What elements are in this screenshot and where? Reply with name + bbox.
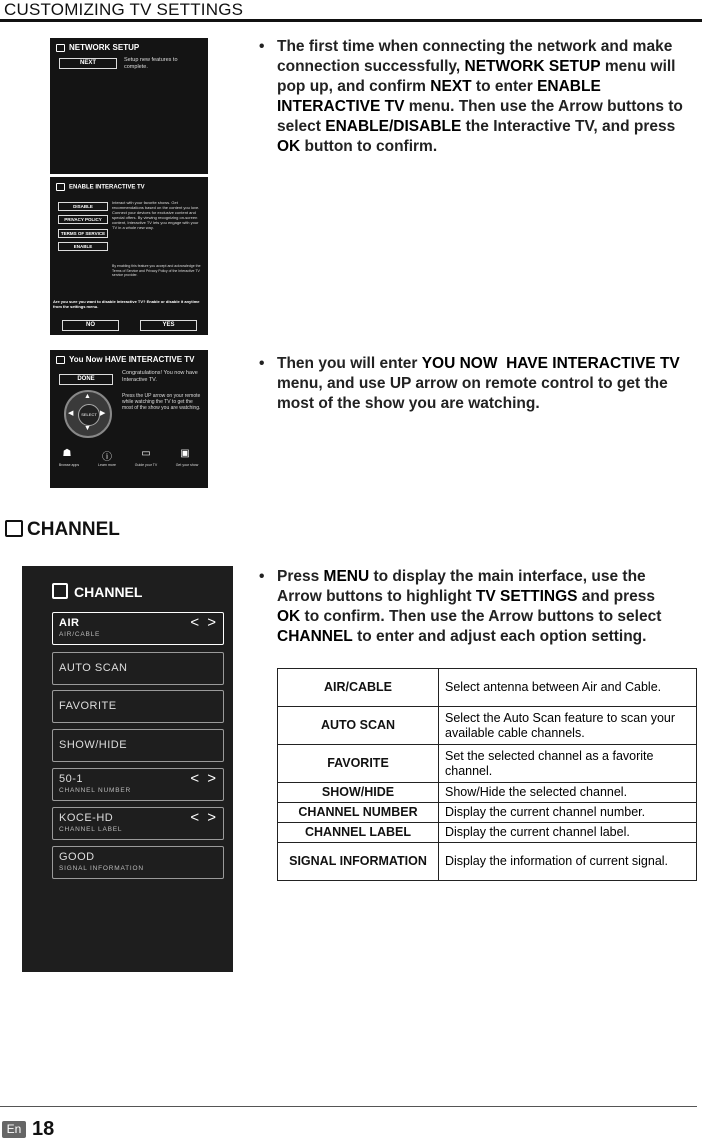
channel-item-sub: CHANNEL LABEL: [59, 826, 123, 833]
option-key: AIR/CABLE: [278, 669, 439, 707]
bullet-channel-menu: [259, 567, 677, 647]
channel-item-channel-label[interactable]: [52, 807, 224, 840]
table-row: [278, 803, 697, 823]
left-right-arrows-icon[interactable]: < >: [190, 614, 218, 631]
interactive-description: Interact with your favorite shows. Get recommendations based on the content you love. Connect your devices for exclusive content and special offers. By viewing recognizing on-screen content, Interactive TV lets you engage with your TV in a whole new way.: [112, 200, 200, 230]
channel-item-main: KOCE-HD: [59, 812, 114, 824]
table-row: [278, 843, 697, 881]
disable-button[interactable]: DISABLE: [58, 202, 108, 211]
option-key: SIGNAL INFORMATION: [278, 843, 439, 881]
remote-dpad-icon: [64, 390, 112, 438]
interactive-note: By enabling this feature you accept and acknowledge the Terms of Service and Privacy Policy of the Interactive TV service provider.: [112, 264, 201, 277]
checkbox-icon: [5, 520, 23, 537]
b1-text-3: to enter: [471, 78, 538, 95]
have-interactive-title: [56, 355, 194, 364]
channel-item-main: 50-1: [59, 773, 84, 785]
option-desc: Select the Auto Scan feature to scan your available cable channels.: [439, 707, 697, 745]
option-key: FAVORITE: [278, 745, 439, 783]
channel-item-main: AIR: [59, 617, 80, 629]
no-button[interactable]: NO: [62, 320, 119, 331]
terms-of-service-button[interactable]: TERMS OF SERVICE: [58, 229, 108, 238]
disable-question: Are you sure you want to disable Interactive TV? Enable or disable it anytime from the settings menu.: [53, 299, 200, 309]
channel-item-main: GOOD: [59, 851, 95, 863]
group-icon: ☗: [62, 448, 72, 459]
info-icon: ⓘ: [102, 452, 112, 463]
channel-item-main: SHOW/HIDE: [59, 739, 128, 751]
channel-item-sub: CHANNEL NUMBER: [59, 787, 131, 794]
channel-menu-title-text: CHANNEL: [74, 584, 143, 600]
channel-item-main: AUTO SCAN: [59, 662, 128, 674]
dpad-right-arrow-icon: ▶: [100, 410, 106, 417]
done-button[interactable]: DONE: [59, 374, 113, 385]
b3-key-channel: CHANNEL: [277, 628, 353, 645]
b3-key-tv-settings: TV SETTINGS: [475, 588, 578, 605]
option-desc: Display the information of current signal.: [439, 843, 697, 881]
up-arrow-hint: Press the UP arrow on your remote while watching the TV to get the most of the show you are watching.: [122, 393, 201, 411]
b1-key-enable-disable: ENABLE/DISABLE: [325, 118, 462, 135]
option-desc: Select antenna between Air and Cable.: [439, 669, 697, 707]
network-setup-message: Setup new features to complete.: [124, 57, 178, 70]
bullet-dot: •: [259, 38, 265, 55]
checkbox-icon: [52, 583, 68, 599]
channel-item-show-hide[interactable]: [52, 729, 224, 762]
b1-text-2: menu will pop up, and confirm: [277, 58, 676, 95]
tile-label-2: Learn more: [98, 463, 116, 467]
b1-key-next: NEXT: [430, 78, 472, 95]
channel-item-channel-number[interactable]: [52, 768, 224, 801]
channel-item-air[interactable]: [52, 612, 224, 645]
channel-item-favorite[interactable]: [52, 690, 224, 723]
header-divider: [0, 19, 702, 22]
channel-menu-screenshot: [22, 566, 233, 972]
b3-text-4: to confirm. Then use the Arrow buttons to select: [300, 608, 662, 625]
table-row: [278, 823, 697, 843]
channel-item-signal-information[interactable]: [52, 846, 224, 879]
b2-text-1: Then you will enter: [277, 355, 422, 372]
network-setup-title-text: NETWORK SETUP: [69, 43, 140, 52]
table-row: [278, 745, 697, 783]
dpad-left-arrow-icon: ◀: [68, 410, 74, 417]
bullet-network-setup: [259, 37, 697, 157]
bullet-have-interactive: [259, 354, 702, 414]
option-key: SHOW/HIDE: [278, 783, 439, 803]
screen-icon: ▣: [180, 448, 190, 459]
network-setup-title: [56, 43, 139, 52]
b1-text-1: The first time when connecting the network and make connection successfully,: [277, 38, 673, 75]
b1-text-4: menu. Then use the Arrow buttons to select: [277, 98, 683, 135]
checkbox-icon: [56, 356, 65, 364]
enable-button[interactable]: ENABLE: [58, 242, 108, 251]
option-desc: Display the current channel label.: [439, 823, 697, 843]
b2-key-you-now-have: YOU NOW HAVE INTERACTIVE TV: [421, 355, 680, 372]
channel-section-heading-text: CHANNEL: [27, 519, 120, 540]
b1-key-ok: OK: [277, 138, 301, 155]
next-button[interactable]: NEXT: [59, 58, 117, 69]
page-header-title: CUSTOMIZING TV SETTINGS: [4, 0, 244, 19]
network-setup-screenshot: [50, 38, 208, 174]
have-interactive-title-text: You Now HAVE INTERACTIVE TV: [69, 355, 195, 364]
dpad-down-arrow-icon: ▼: [84, 425, 91, 432]
option-desc: Set the selected channel as a favorite channel.: [439, 745, 697, 783]
enable-interactive-title: [56, 183, 145, 191]
tile-label-4: Get your show: [175, 463, 199, 467]
channel-item-main: FAVORITE: [59, 700, 117, 712]
b3-text-1: Press: [277, 568, 324, 585]
footer-divider: [0, 1106, 697, 1107]
table-row: [278, 707, 697, 745]
channel-menu-title: [52, 583, 142, 600]
b1-text-6: button to confirm.: [300, 138, 438, 155]
tile-label-3: Guide your TV: [134, 463, 158, 467]
dpad-up-arrow-icon: ▲: [84, 393, 91, 400]
option-key: AUTO SCAN: [278, 707, 439, 745]
enable-interactive-tv-screenshot: [50, 177, 208, 335]
tv-icon: ▭: [141, 448, 151, 459]
enable-interactive-title-text: ENABLE INTERACTIVE TV: [69, 184, 145, 191]
tile-label-1: Browse apps: [58, 463, 80, 467]
channel-item-sub: AIR/CABLE: [59, 631, 101, 638]
b1-key-enable-interactive: ENABLE INTERACTIVE TV: [277, 78, 601, 115]
channel-item-sub: SIGNAL INFORMATION: [59, 865, 144, 872]
language-badge: En: [2, 1121, 26, 1138]
table-row: [278, 669, 697, 707]
option-key: CHANNEL LABEL: [278, 823, 439, 843]
channel-item-auto-scan[interactable]: [52, 652, 224, 685]
privacy-policy-button[interactable]: PRIVACY POLICY: [58, 215, 108, 224]
bullet-dot: •: [259, 568, 265, 585]
b3-key-ok: OK: [277, 608, 301, 625]
option-desc: Show/Hide the selected channel.: [439, 783, 697, 803]
checkbox-icon: [56, 44, 65, 52]
yes-button[interactable]: YES: [140, 320, 197, 331]
option-desc: Display the current channel number.: [439, 803, 697, 823]
table-row: [278, 783, 697, 803]
b2-text-2: menu, and use UP arrow on remote control to get the most of the show you are watching.: [277, 375, 668, 412]
have-interactive-tv-screenshot: [50, 350, 208, 488]
page-number: 18: [32, 1118, 55, 1140]
bullet-dot: •: [259, 355, 265, 372]
left-right-arrows-icon[interactable]: < >: [190, 770, 218, 787]
channel-section-heading: [5, 519, 120, 541]
left-right-arrows-icon[interactable]: < >: [190, 809, 218, 826]
dpad-select-button: SELECT: [78, 404, 100, 426]
b1-text-5: the Interactive TV, and press: [461, 118, 676, 135]
b3-key-menu: MENU: [323, 568, 370, 585]
congrats-text: Congratulations! You now have Interactive TV.: [122, 370, 198, 383]
b3-text-2: to display the main interface, use the Arrow buttons to highlight: [277, 568, 646, 605]
b1-key-network-setup: NETWORK SETUP: [464, 58, 601, 75]
channel-options-table: [277, 668, 697, 881]
checkbox-icon: [56, 183, 65, 191]
option-key: CHANNEL NUMBER: [278, 803, 439, 823]
b3-text-5: to enter and adjust each option setting.: [352, 628, 647, 645]
b3-text-3: and press: [577, 588, 656, 605]
